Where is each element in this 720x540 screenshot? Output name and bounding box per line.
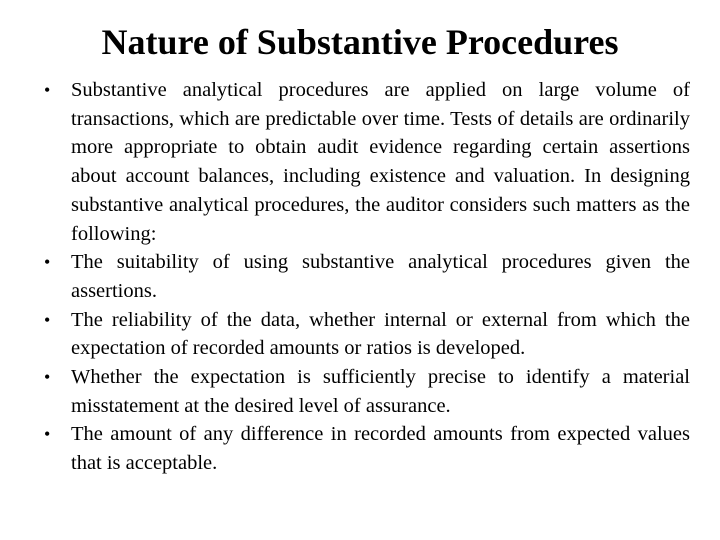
bullet-text: The suitability of using substantive analytical procedures given the assertions. <box>71 251 690 302</box>
bullet-icon: • <box>44 252 51 273</box>
bullet-list <box>44 76 690 478</box>
bullet-text: The amount of any difference in recorded amounts from expected values that is acceptable. <box>71 423 690 475</box>
bullet-icon: • <box>44 367 51 388</box>
slide-title: Nature of Substantive Procedures <box>101 22 619 62</box>
bullet-item <box>44 363 690 420</box>
bullet-item <box>44 76 690 248</box>
bullet-icon: • <box>44 80 51 100</box>
bullet-item <box>44 420 690 477</box>
bullet-text: Whether the expectation is sufficiently precise to identify a material misstatement at the desired level of assurance. <box>71 366 690 417</box>
bullet-item <box>44 248 690 305</box>
bullet-item <box>44 306 690 363</box>
bullet-text: The reliability of the data, whether internal or external from which the expectation of recorded amounts or ratios is developed. <box>71 308 690 360</box>
bullet-icon: • <box>44 424 51 445</box>
bullet-text: Substantive analytical procedures are applied on large volume of transactions, which are predictable over time. Tests of details are ordinarily more appropriate to obtain audit evidence regarding certain assertions about account balances, including existence and valuation. In designing substantive analytical procedures, the auditor considers such matters as the following: <box>71 79 690 245</box>
bullet-icon: • <box>44 309 51 330</box>
